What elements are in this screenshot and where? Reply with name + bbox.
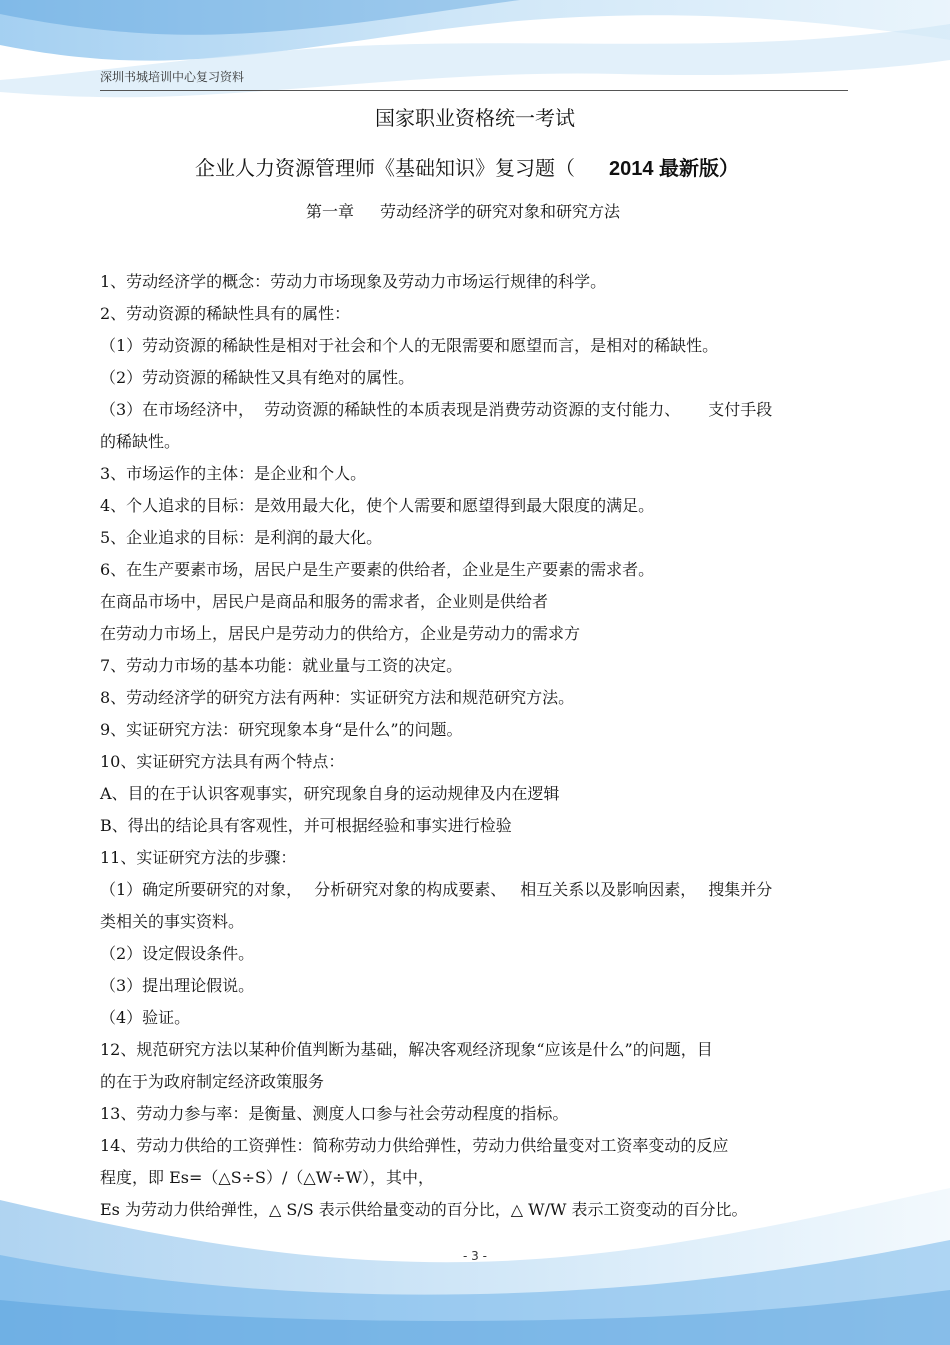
text-run: 类相关的事实资料。: [100, 912, 245, 931]
text-run: （3）在市场经济中，: [100, 400, 255, 419]
main-title: 国家职业资格统一考试: [375, 106, 575, 130]
paragraph-line: [100, 1130, 848, 1162]
text-run: A、目的在于认识客观事实，研究现象自身的运动规律及内在逻辑: [100, 784, 560, 803]
text-run: 的稀缺性。: [100, 432, 181, 451]
paragraph-line: [100, 586, 848, 618]
paragraph-line: [100, 298, 848, 330]
paragraph-line: [100, 682, 848, 714]
text-run: （3）提出理论假说。: [100, 976, 255, 995]
paragraph-line: [100, 1066, 848, 1098]
paragraph-line: [100, 1194, 848, 1226]
text-run: （1）劳动资源的稀缺性是相对于社会和个人的无限需要和愿望而言，是相对的稀缺性。: [100, 336, 719, 355]
subtitle: [0, 152, 942, 181]
chapter-title: 劳动经济学的研究对象和研究方法: [380, 202, 621, 221]
paragraph-line: [100, 458, 848, 490]
paragraph-line: [100, 1002, 848, 1034]
text-run: 的在于为政府制定经济政策服务: [100, 1072, 325, 1091]
text-run: 1、劳动经济学的概念：劳动力市场现象及劳动力市场运行规律的科学。: [100, 272, 607, 291]
text-run: （4）验证。: [100, 1008, 191, 1027]
text-run: 相互关系以及影响因素，: [520, 880, 697, 899]
paragraph-line: [100, 810, 848, 842]
paragraph-line: [100, 554, 848, 586]
text-run: B、得出的结论具有客观性，并可根据经验和事实进行检验: [100, 816, 512, 835]
paragraph-line: [100, 266, 848, 298]
paragraph-line: [100, 650, 848, 682]
paragraph-line: [100, 490, 848, 522]
paragraph-line: [100, 522, 848, 554]
text-run: 10、实证研究方法具有两个特点：: [100, 752, 345, 771]
paragraph-line: [100, 906, 848, 938]
text-run: （2）劳动资源的稀缺性又具有绝对的属性。: [100, 368, 415, 387]
paragraph-line: [100, 362, 848, 394]
text-run: 7、劳动力市场的基本功能：就业量与工资的决定。: [100, 656, 463, 675]
text-run: 3、市场运作的主体：是企业和个人。: [100, 464, 367, 483]
text-run: （1）确定所要研究的对象，: [100, 880, 303, 899]
text-run: 12、规范研究方法以某种价值判断为基础，解决客观经济现象“应该是什么”的问题，目: [100, 1040, 713, 1059]
text-run: 9、实证研究方法：研究现象本身“是什么”的问题。: [100, 720, 463, 739]
paragraph-line: [100, 778, 848, 810]
text-run: 14、劳动力供给的工资弹性：简称劳动力供给弹性，劳动力供给量变对工资率变动的反应: [100, 1136, 729, 1155]
text-run: 2、劳动资源的稀缺性具有的属性：: [100, 304, 351, 323]
paragraph-line: [100, 938, 848, 970]
subtitle-prefix: 企业人力资源管理师《基础知识》复习题（: [194, 156, 575, 180]
text-run: 支付手段: [708, 400, 773, 419]
running-header: 深圳书城培训中心复习资料: [100, 70, 245, 84]
text-run: 程度，即 Es=（△S÷S）/（△W÷W），其中，: [100, 1168, 435, 1187]
paragraph-line: [100, 618, 848, 650]
chapter-number: 第一章: [305, 202, 354, 221]
paragraph-line: [100, 842, 848, 874]
text-run: （2）设定假设条件。: [100, 944, 255, 963]
subtitle-year: 2014 最新版）: [608, 158, 740, 180]
text-run: 搜集并分: [708, 880, 773, 899]
chapter-heading: [0, 199, 938, 222]
document-body: [100, 266, 848, 1226]
text-run: 劳动资源的稀缺性的本质表现是消费劳动资源的支付能力、: [264, 400, 681, 419]
paragraph-line: [100, 330, 848, 362]
paragraph-line: [100, 746, 848, 778]
paragraph-line: [100, 1162, 848, 1194]
text-run: 分析研究对象的构成要素、: [314, 880, 507, 899]
text-run: 4、个人追求的目标：是效用最大化，使个人需要和愿望得到最大限度的满足。: [100, 496, 655, 515]
paragraph-line: [100, 1034, 848, 1066]
text-run: 在劳动力市场上，居民户是劳动力的供给方，企业是劳动力的需求方: [100, 624, 581, 643]
paragraph-line: [100, 394, 848, 426]
header-divider: [100, 90, 848, 91]
paragraph-line: [100, 874, 848, 906]
text-run: 6、在生产要素市场，居民户是生产要素的供给者，企业是生产要素的需求者。: [100, 560, 655, 579]
paragraph-line: [100, 714, 848, 746]
paragraph-line: [100, 970, 848, 1002]
text-run: 5、企业追求的目标：是利润的最大化。: [100, 528, 383, 547]
paragraph-line: [100, 426, 848, 458]
text-run: Es 为劳动力供给弹性，△ S/S 表示供给量变动的百分比，△ W/W 表示工资变动的百分比。: [100, 1200, 748, 1219]
text-run: 13、劳动力参与率：是衡量、测度人口参与社会劳动程度的指标。: [100, 1104, 569, 1123]
text-run: 11、实证研究方法的步骤：: [100, 848, 297, 867]
paragraph-line: [100, 1098, 848, 1130]
page-number: - 3 -: [463, 1249, 487, 1263]
text-run: 8、劳动经济学的研究方法有两种：实证研究方法和规范研究方法。: [100, 688, 575, 707]
text-run: 在商品市场中，居民户是商品和服务的需求者，企业则是供给者: [100, 592, 549, 611]
